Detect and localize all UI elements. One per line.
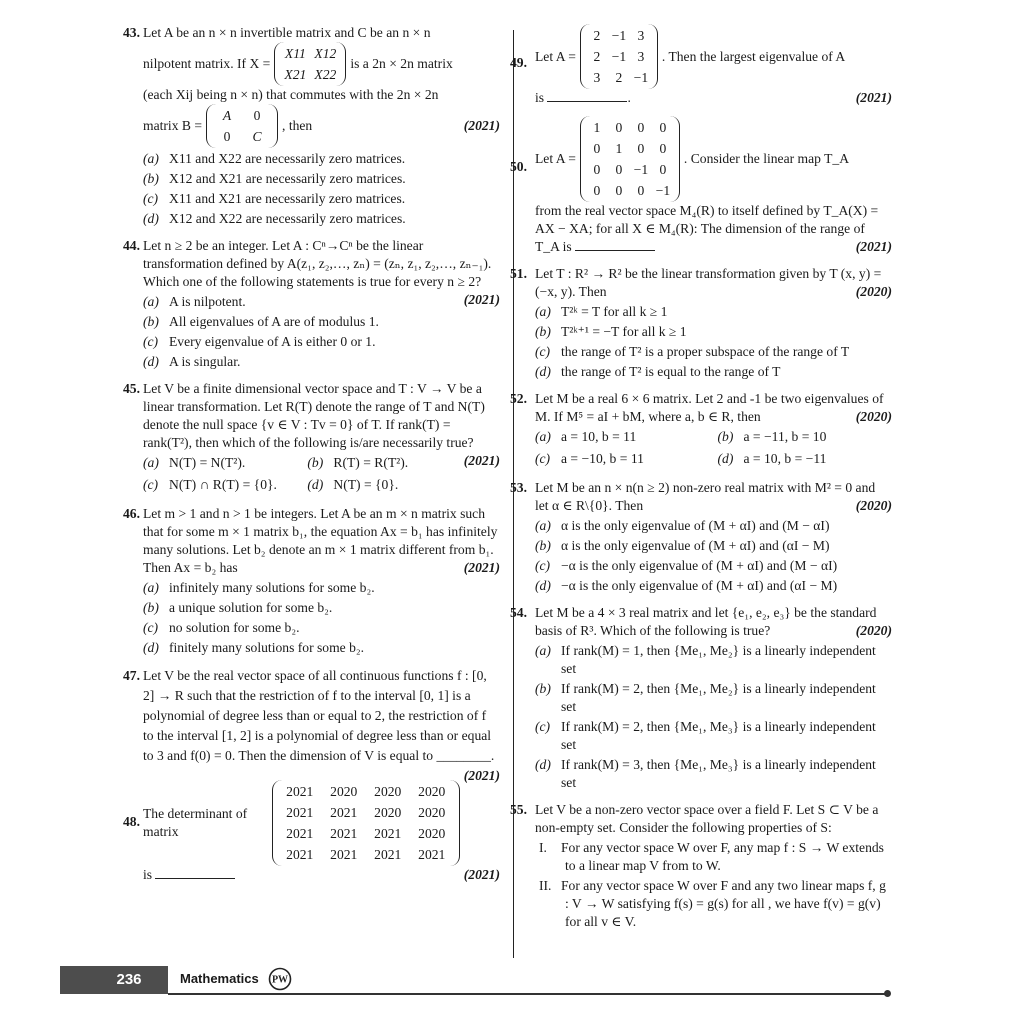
question-tail — [143, 866, 500, 884]
question-body: Let M be a 4 × 3 real matrix and let {e₁, e₂, e₃} be the standard basis of R³. Which of the following is true? — [535, 605, 877, 638]
option-label: (c) — [143, 334, 159, 349]
option-label: (c) — [535, 558, 551, 573]
option-text: finitely many solutions for some b₂. — [169, 640, 365, 655]
question-number: 55. — [510, 802, 527, 817]
question-number: 52. — [510, 391, 527, 406]
matrix-cell: X12 — [314, 46, 337, 61]
question-body: Let T : R² → R² be the linear transformation given by T (x, y) = (−x, y). Then — [535, 266, 882, 299]
question-43 — [123, 24, 500, 228]
question-number: 53. — [510, 480, 527, 495]
item-text: For any vector space W over F and any two linear maps f, g : V → W satisfying f(s) = g(s) for all , we have f(v) = g(v) for all v ∈ V. — [561, 878, 886, 929]
question-text — [535, 265, 892, 301]
option-d[interactable] — [718, 450, 893, 468]
option-d[interactable] — [307, 476, 463, 494]
question-tail: is . (2021) — [535, 90, 892, 105]
option-text: −α is the only eigenvalue of (M + αI) and (αI − M) — [561, 578, 838, 593]
matrix-cell: 0 — [593, 183, 601, 198]
option-d[interactable] — [535, 363, 892, 381]
option-c[interactable] — [535, 450, 710, 468]
footer-subject: Mathematics — [180, 971, 259, 986]
question-body: Let M be a real 6 × 6 matrix. Let 2 and -1 be two eigenvalues of M. If M⁵ = aI + bM, where a, b ∈ R, then — [535, 391, 884, 424]
option-label: (c) — [143, 620, 159, 635]
question-text — [143, 666, 500, 783]
question-body: from the real vector space M₄(R) to itself defined by T_A(X) = AX − XA; for all X ∈ M₄(R): The dimension of the range of T_A is — [535, 203, 879, 254]
a-matrix — [580, 116, 680, 202]
matrix-line — [535, 24, 892, 89]
option-label: (a) — [143, 151, 159, 166]
question-text: (each Xij being n × n) that commutes with the 2n × 2n — [143, 87, 439, 102]
option-label: (a) — [143, 580, 159, 595]
option-d[interactable] — [143, 353, 500, 371]
question-body: The determinant of matrix — [143, 806, 248, 839]
option-label: (b) — [143, 600, 159, 615]
matrix-suffix: is a 2n × 2n matrix — [350, 56, 453, 71]
question-51 — [510, 265, 892, 381]
option-a[interactable] — [143, 293, 500, 311]
question-text — [535, 202, 892, 256]
option-text: X11 and X22 are necessarily zero matrices. — [169, 151, 406, 166]
question-number: 44. — [123, 238, 140, 253]
matrix-cell: 0 — [659, 120, 667, 135]
item-text: For any vector space W over F, any map f : S → W extends to a linear map V from to W. — [561, 840, 884, 873]
question-text: Let A be an n × n invertible matrix and C be an n × n — [143, 25, 431, 40]
question-number: 50. — [510, 159, 527, 174]
question-50 — [510, 116, 892, 256]
option-text: −α is the only eigenvalue of (M + αI) and (M − αI) — [561, 558, 838, 573]
year-tag: (2020) — [855, 623, 892, 638]
year-tag: (2020) — [855, 498, 892, 513]
year-tag: (2021) — [463, 118, 500, 133]
matrix-cell: 2020 — [418, 784, 446, 799]
item-label: I. — [539, 840, 547, 855]
matrix-cell: −1 — [611, 28, 627, 43]
matrix-cell: 2021 — [374, 826, 402, 841]
question-number: 43. — [123, 25, 140, 40]
option-c[interactable] — [535, 718, 892, 754]
question-49 — [510, 24, 892, 107]
option-label: (b) — [717, 429, 734, 444]
option-label: (b) — [143, 171, 159, 186]
footer-rule-end-dot — [884, 990, 891, 997]
option-c[interactable] — [535, 557, 892, 575]
determinant-matrix — [272, 780, 460, 866]
matrix-cell: 0 — [637, 183, 645, 198]
option-b[interactable] — [143, 599, 500, 617]
matrix-cell: 2020 — [418, 805, 446, 820]
matrix-cell: 0 — [615, 183, 623, 198]
question-text — [535, 604, 892, 640]
item-label: II. — [539, 878, 552, 893]
question-55 — [510, 801, 892, 931]
year-tag: (2020) — [855, 409, 892, 424]
matrix-cell: 2 — [593, 28, 601, 43]
option-text: A is singular. — [169, 354, 241, 369]
option-text: If rank(M) = 2, then {Me₁, Me₂} is a linearly independent set — [561, 681, 876, 714]
option-label: (d) — [535, 578, 551, 593]
option-d[interactable] — [143, 210, 500, 228]
option-text: X12 and X22 are necessarily zero matrices. — [169, 211, 406, 226]
matrix-cell: −1 — [611, 49, 627, 64]
matrix-suffix: . Then the largest eigenvalue of A — [661, 48, 846, 64]
answer-blank[interactable] — [155, 866, 235, 879]
option-text: a = −10, b = 11 — [561, 451, 644, 466]
matrix-prefix: matrix B = — [143, 118, 203, 133]
a-matrix — [580, 24, 658, 89]
matrix-cell: 0 — [659, 162, 667, 177]
matrix-cell: −1 — [633, 70, 649, 85]
option-text: N(T) = N(T²). — [169, 455, 246, 470]
matrix-cell: 2020 — [374, 805, 402, 820]
option-label: (a) — [143, 294, 159, 309]
option-text: If rank(M) = 1, then {Me₁, Me₂} is a linearly independent set — [561, 643, 876, 676]
matrix-cell: 2 — [615, 70, 623, 85]
page-number: 236 — [116, 971, 142, 988]
option-b[interactable] — [718, 428, 893, 446]
option-text: If rank(M) = 2, then {Me₁, Me₃} is a linearly independent set — [561, 719, 876, 752]
matrix-cell: 0 — [253, 108, 261, 123]
option-text: N(T) = {0}. — [333, 477, 399, 492]
matrix-line — [143, 42, 500, 86]
matrix-suffix: , then — [282, 118, 313, 133]
footer-rule — [168, 993, 888, 995]
option-c[interactable] — [535, 343, 892, 361]
matrix-cell: 2021 — [286, 826, 314, 841]
question-number: 46. — [123, 506, 140, 521]
matrix-prefix: Let A = — [535, 151, 576, 166]
option-text: a unique solution for some b₂. — [169, 600, 333, 615]
question-body: Let m > 1 and n > 1 be integers. Let A be an m × n matrix such that for some m × 1 matrix b₁, the equation Ax = b₁ has infinitely many solutions. Let b₂ denote an m × 1 matrix different from b₁. Then Ax = b₂ has — [143, 506, 498, 575]
question-text — [143, 505, 500, 577]
option-text: Every eigenvalue of A is either 0 or 1. — [169, 334, 376, 349]
matrix-cell: 2021 — [330, 826, 358, 841]
option-label: (b) — [535, 324, 551, 339]
option-label: (c) — [535, 719, 551, 734]
option-label: (d) — [143, 640, 159, 655]
option-label: (d) — [535, 757, 551, 772]
option-label: (b) — [143, 314, 159, 329]
option-text: X11 and X21 are necessarily zero matrices. — [169, 191, 406, 206]
question-text — [535, 479, 892, 515]
matrix-cell: 3 — [637, 49, 645, 64]
question-46 — [123, 505, 500, 657]
matrix-cell: 2020 — [330, 784, 358, 799]
question-number: 47. — [123, 668, 140, 683]
property-i — [539, 839, 892, 875]
matrix-cell: A — [222, 108, 232, 123]
tail-text: is — [535, 90, 545, 105]
year-tag: (2020) — [855, 284, 892, 299]
question-number: 45. — [123, 381, 140, 396]
options-grid — [535, 426, 892, 470]
year-tag: (2021) — [855, 90, 892, 105]
matrix-cell: 2021 — [286, 784, 314, 799]
option-c[interactable] — [143, 619, 500, 637]
question-52 — [510, 390, 892, 470]
option-b[interactable] — [143, 313, 500, 331]
year-tag: (2021) — [463, 867, 500, 882]
option-text: α is the only eigenvalue of (M + αI) and (M − αI) — [561, 518, 830, 533]
option-b[interactable] — [535, 680, 892, 716]
matrix-cell: 1 — [593, 120, 601, 135]
matrix-cell: 0 — [593, 141, 601, 156]
matrix-prefix: nilpotent matrix. If X = — [143, 56, 271, 71]
option-label: (d) — [143, 211, 159, 226]
question-45 — [123, 380, 500, 496]
option-a[interactable] — [143, 454, 299, 472]
option-text: X12 and X21 are necessarily zero matrices. — [169, 171, 406, 186]
option-text: N(T) ∩ R(T) = {0}. — [169, 477, 277, 492]
question-number: 51. — [510, 266, 527, 281]
option-text: a = 10, b = 11 — [561, 429, 637, 444]
option-label: (c) — [535, 451, 551, 466]
property-ii — [539, 877, 892, 931]
option-c[interactable] — [143, 333, 500, 351]
question-number: 48. — [123, 814, 140, 829]
option-label: (c) — [143, 477, 159, 492]
matrix-cell: X21 — [284, 67, 307, 82]
question-54 — [510, 604, 892, 792]
option-text: the range of T² is equal to the range of T — [561, 364, 781, 379]
matrix-cell: C — [252, 129, 262, 144]
option-label: (c) — [143, 191, 159, 206]
option-label: (b) — [307, 455, 324, 470]
matrix-cell: 2021 — [418, 847, 446, 862]
matrix-cell: 0 — [637, 141, 645, 156]
matrix-line — [535, 116, 892, 202]
option-label: (a) — [535, 643, 551, 658]
option-c[interactable] — [143, 190, 500, 208]
option-text: no solution for some b₂. — [169, 620, 300, 635]
question-number: 49. — [510, 55, 527, 70]
question-number: 54. — [510, 605, 527, 620]
option-label: (b) — [535, 538, 551, 553]
option-text: a = 10, b = −11 — [743, 451, 827, 466]
option-text: α is the only eigenvalue of (M + αI) and (αI − M) — [561, 538, 830, 553]
option-b[interactable] — [535, 323, 892, 341]
question-53 — [510, 479, 892, 595]
matrix-suffix: . Consider the linear map T_A — [683, 151, 850, 166]
year-tag: (2021) — [855, 239, 892, 254]
option-label: (d) — [307, 477, 324, 492]
matrix-cell: 2021 — [286, 847, 314, 862]
matrix-cell: −1 — [633, 162, 649, 177]
answer-blank[interactable] — [547, 89, 627, 102]
option-a[interactable] — [143, 150, 500, 168]
question-body: Let V be a finite dimensional vector space and T : V → V be a linear transformation. Let R(T) denote the range of T and N(T) denote the null space {v ∈ V : Tv = 0} of T. If rank(T) = rank(T²), then which of the following is/are necessarily true? — [143, 381, 485, 450]
option-a[interactable] — [535, 303, 892, 321]
option-a[interactable] — [143, 579, 500, 597]
answer-blank[interactable] — [575, 238, 655, 251]
matrix-cell: 2020 — [374, 784, 402, 799]
option-d[interactable] — [535, 577, 892, 595]
option-text: If rank(M) = 3, then {Me₁, Me₃} is a linearly independent set — [561, 757, 876, 790]
option-label: (a) — [535, 304, 551, 319]
matrix-cell: 0 — [637, 120, 645, 135]
year-tag: (2021) — [463, 453, 500, 468]
matrix-cell: 2021 — [374, 847, 402, 862]
matrix-cell: 0 — [593, 162, 601, 177]
question-text: Let V be a non-zero vector space over a field F. Let S ⊂ V be a non-empty set. Consider the following properties of S: — [535, 802, 879, 835]
option-label: (d) — [535, 364, 551, 379]
question-text — [535, 390, 892, 426]
option-a[interactable] — [535, 428, 710, 446]
option-label: (a) — [143, 455, 159, 470]
option-c[interactable] — [143, 476, 299, 494]
b-matrix — [206, 104, 278, 148]
matrix-cell: 1 — [615, 141, 623, 156]
matrix-cell: 2021 — [286, 805, 314, 820]
option-text: All eigenvalues of A are of modulus 1. — [169, 314, 379, 329]
option-b[interactable] — [143, 170, 500, 188]
option-label: (c) — [535, 344, 551, 359]
question-48 — [123, 780, 500, 884]
options-grid — [143, 452, 464, 496]
option-a[interactable] — [535, 642, 892, 678]
option-text: R(T) = R(T²). — [333, 455, 409, 470]
option-text: infinitely many solutions for some b₂. — [169, 580, 375, 595]
year-tag: (2021) — [463, 768, 500, 783]
option-label: (d) — [717, 451, 734, 466]
matrix-line — [143, 780, 464, 866]
matrix-cell: 0 — [615, 120, 623, 135]
year-tag: (2021) — [463, 560, 500, 575]
matrix-cell: 0 — [223, 129, 231, 144]
tail-text: is — [143, 867, 153, 882]
option-label: (d) — [143, 354, 159, 369]
publisher-logo-icon — [268, 967, 292, 991]
matrix-cell: 2020 — [418, 826, 446, 841]
option-d[interactable] — [143, 639, 500, 657]
option-d[interactable] — [535, 756, 892, 792]
option-text: the range of T² is a proper subspace of the range of T — [561, 344, 850, 359]
option-text: T²ᵏ⁺¹ = −T for all k ≥ 1 — [561, 324, 687, 339]
matrix-cell: −1 — [655, 183, 671, 198]
matrix-cell: 0 — [659, 141, 667, 156]
question-47 — [123, 666, 500, 783]
year-tag: (2021) — [463, 292, 500, 307]
option-text: a = −11, b = 10 — [743, 429, 827, 444]
option-label: (a) — [535, 429, 551, 444]
left-column — [123, 24, 500, 893]
logo-letters: PW — [271, 974, 289, 986]
x-matrix — [274, 42, 346, 86]
option-text: T²ᵏ = T for all k ≥ 1 — [561, 304, 668, 319]
matrix-cell: 3 — [593, 70, 601, 85]
matrix-cell: X11 — [284, 46, 306, 61]
option-text: A is nilpotent. — [169, 294, 246, 309]
matrix-line — [143, 104, 500, 148]
matrix-cell: X22 — [314, 67, 337, 82]
answer-blank[interactable]: ________. — [436, 748, 495, 763]
matrix-cell: 2021 — [330, 805, 358, 820]
option-b[interactable] — [535, 537, 892, 555]
question-44 — [123, 237, 500, 371]
matrix-cell: 3 — [637, 28, 645, 43]
matrix-prefix: Let A = — [535, 48, 576, 64]
matrix-cell: 2021 — [330, 847, 358, 862]
right-column — [510, 24, 892, 940]
option-a[interactable] — [535, 517, 892, 535]
matrix-cell: 2 — [593, 49, 601, 64]
matrix-cell: 0 — [615, 162, 623, 177]
option-label: (a) — [535, 518, 551, 533]
question-body: Let V be the real vector space of all continuous functions f : [0, 2] → R such that the restriction of f to the interval [0, 1] is a polynomial of degree less than or equal to 2, the restriction of f to the interval [1, 2] is a polynomial of degree less than or equal to 3 and f(0) = 0. Then the dimension of V is equal to — [143, 668, 492, 763]
option-b[interactable] — [307, 454, 463, 472]
option-label: (b) — [535, 681, 551, 696]
question-body: Let M be an n × n(n ≥ 2) non-zero real matrix with M² = 0 and let α ∈ R\{0}. Then — [535, 480, 876, 513]
question-body: Let n ≥ 2 be an integer. Let A : Cⁿ→Cⁿ be the linear transformation defined by A(z₁, z₂,…, zₙ) = (zₙ, z₁, z₂,…, zₙ₋₁). Which one of the following statements is true for every n ≥ 2? — [143, 238, 492, 289]
